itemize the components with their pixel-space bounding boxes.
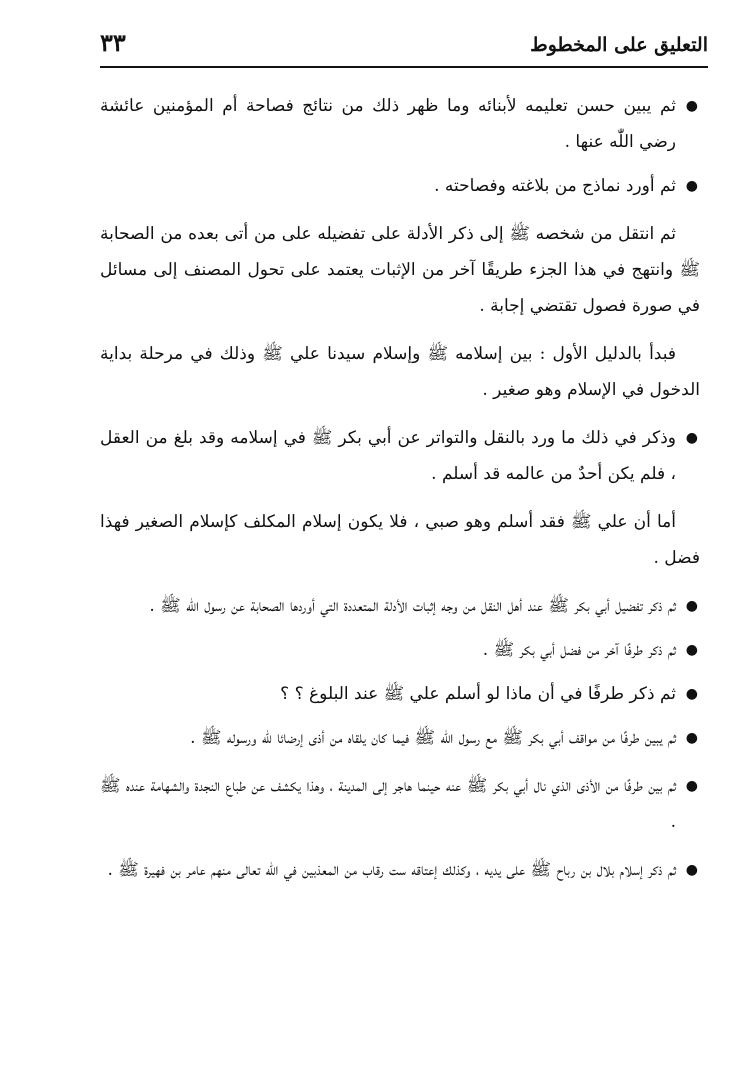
paragraph-text: ثم يبين طرفًا من مواقف أبي بكر ﷺ مع رسول اللّٰه ﷺ فيما كان يلقاه من أذى إرضائا للّٰه ورسوله ﷺ . — [190, 728, 676, 748]
bullet-marker: ● — [685, 430, 698, 446]
bullet-paragraph — [100, 720, 700, 756]
paragraph-text: ثم ذكر طرفًا آخر من فضل أبي بكر ﷺ . — [482, 640, 676, 660]
page-body — [100, 88, 700, 888]
running-title: التعليق على المخطوط — [530, 34, 708, 56]
bullet-paragraph — [100, 88, 700, 160]
paragraph-text: ثم ذكر تفضيل أبي بكر ﷺ عند أهل النقل من وجه إثبات الأدلة المتعددة التي أوردها الصحابة عن رسول اللّٰه ﷺ . — [149, 596, 676, 616]
bullet-paragraph — [100, 676, 700, 712]
bullet-paragraph — [100, 168, 700, 204]
bullet-marker: ● — [685, 778, 698, 794]
body-paragraph — [100, 216, 700, 324]
paragraph-text: فبدأ بالدليل الأول : بين إسلامه ﷺ وإسلام سيدنا علي ﷺ وذلك في مرحلة بداية الدخول في الإسلام وهو صغير . — [100, 344, 700, 400]
body-paragraph — [100, 336, 700, 408]
bullet-marker: ● — [685, 686, 698, 702]
paragraph-text: ثم أورد نماذج من بلاغته وفصاحته . — [434, 176, 676, 196]
bullet-marker: ● — [685, 98, 698, 114]
paragraph-text: ثم يبين حسن تعليمه لأبنائه وما ظهر ذلك من نتائج فصاحة أم المؤمنين عائشة رضي اللّٰه عنها . — [100, 96, 676, 152]
body-paragraph — [100, 504, 700, 576]
bullet-marker: ● — [685, 642, 698, 658]
paragraph-text: ثم انتقل من شخصه ﷺ إلى ذكر الأدلة على تفضيله على من أتى بعده من الصحابة ﷺ وانتهج في هذا الجزء طريقًا آخر من الإثبات يعتمد على تحول المصنف إلى مسائل في صورة فصول تقتضي إجابة . — [100, 224, 700, 316]
header-rule — [100, 66, 708, 68]
bullet-paragraph — [100, 420, 700, 492]
paragraph-text: ثم ذكر إسلام بلال بن رباح ﷺ على يديه ، وكذلك إعتاقه ست رقاب من المعذبين في اللّٰه تعالى منهم عامر بن فهيرة ﷺ . — [107, 860, 676, 880]
bullet-marker: ● — [685, 862, 698, 878]
page-header — [100, 20, 708, 68]
bullet-paragraph — [100, 632, 700, 668]
paragraph-text: ثم ذكر طرفًا في أن ماذا لو أسلم علي ﷺ عند البلوغ ؟ ؟ — [280, 684, 676, 704]
bullet-paragraph — [100, 588, 700, 624]
bullet-marker: ● — [685, 730, 698, 746]
paragraph-text: وذكر في ذلك ما ورد بالنقل والتواتر عن أبي بكر ﷺ في إسلامه وقد بلغ من العقل ، فلم يكن أحدٌ من عالمه قد أسلم . — [100, 428, 676, 484]
bullet-marker: ● — [685, 178, 698, 194]
bullet-paragraph — [100, 852, 700, 888]
paragraph-text: أما أن علي ﷺ فقد أسلم وهو صبي ، فلا يكون إسلام المكلف كإسلام الصغير فهذا فضل . — [100, 512, 700, 568]
bullet-paragraph — [100, 768, 700, 840]
page-number: ٣٣ — [100, 28, 126, 57]
bullet-marker: ● — [685, 598, 698, 614]
paragraph-text: ثم بين طرفًا من الأذى الذي نال أبي بكر ﷺ عنه حينما هاجر إلى المدينة ، وهذا يكشف عن طباع النجدة والشهامة عنده ﷺ . — [100, 776, 676, 832]
